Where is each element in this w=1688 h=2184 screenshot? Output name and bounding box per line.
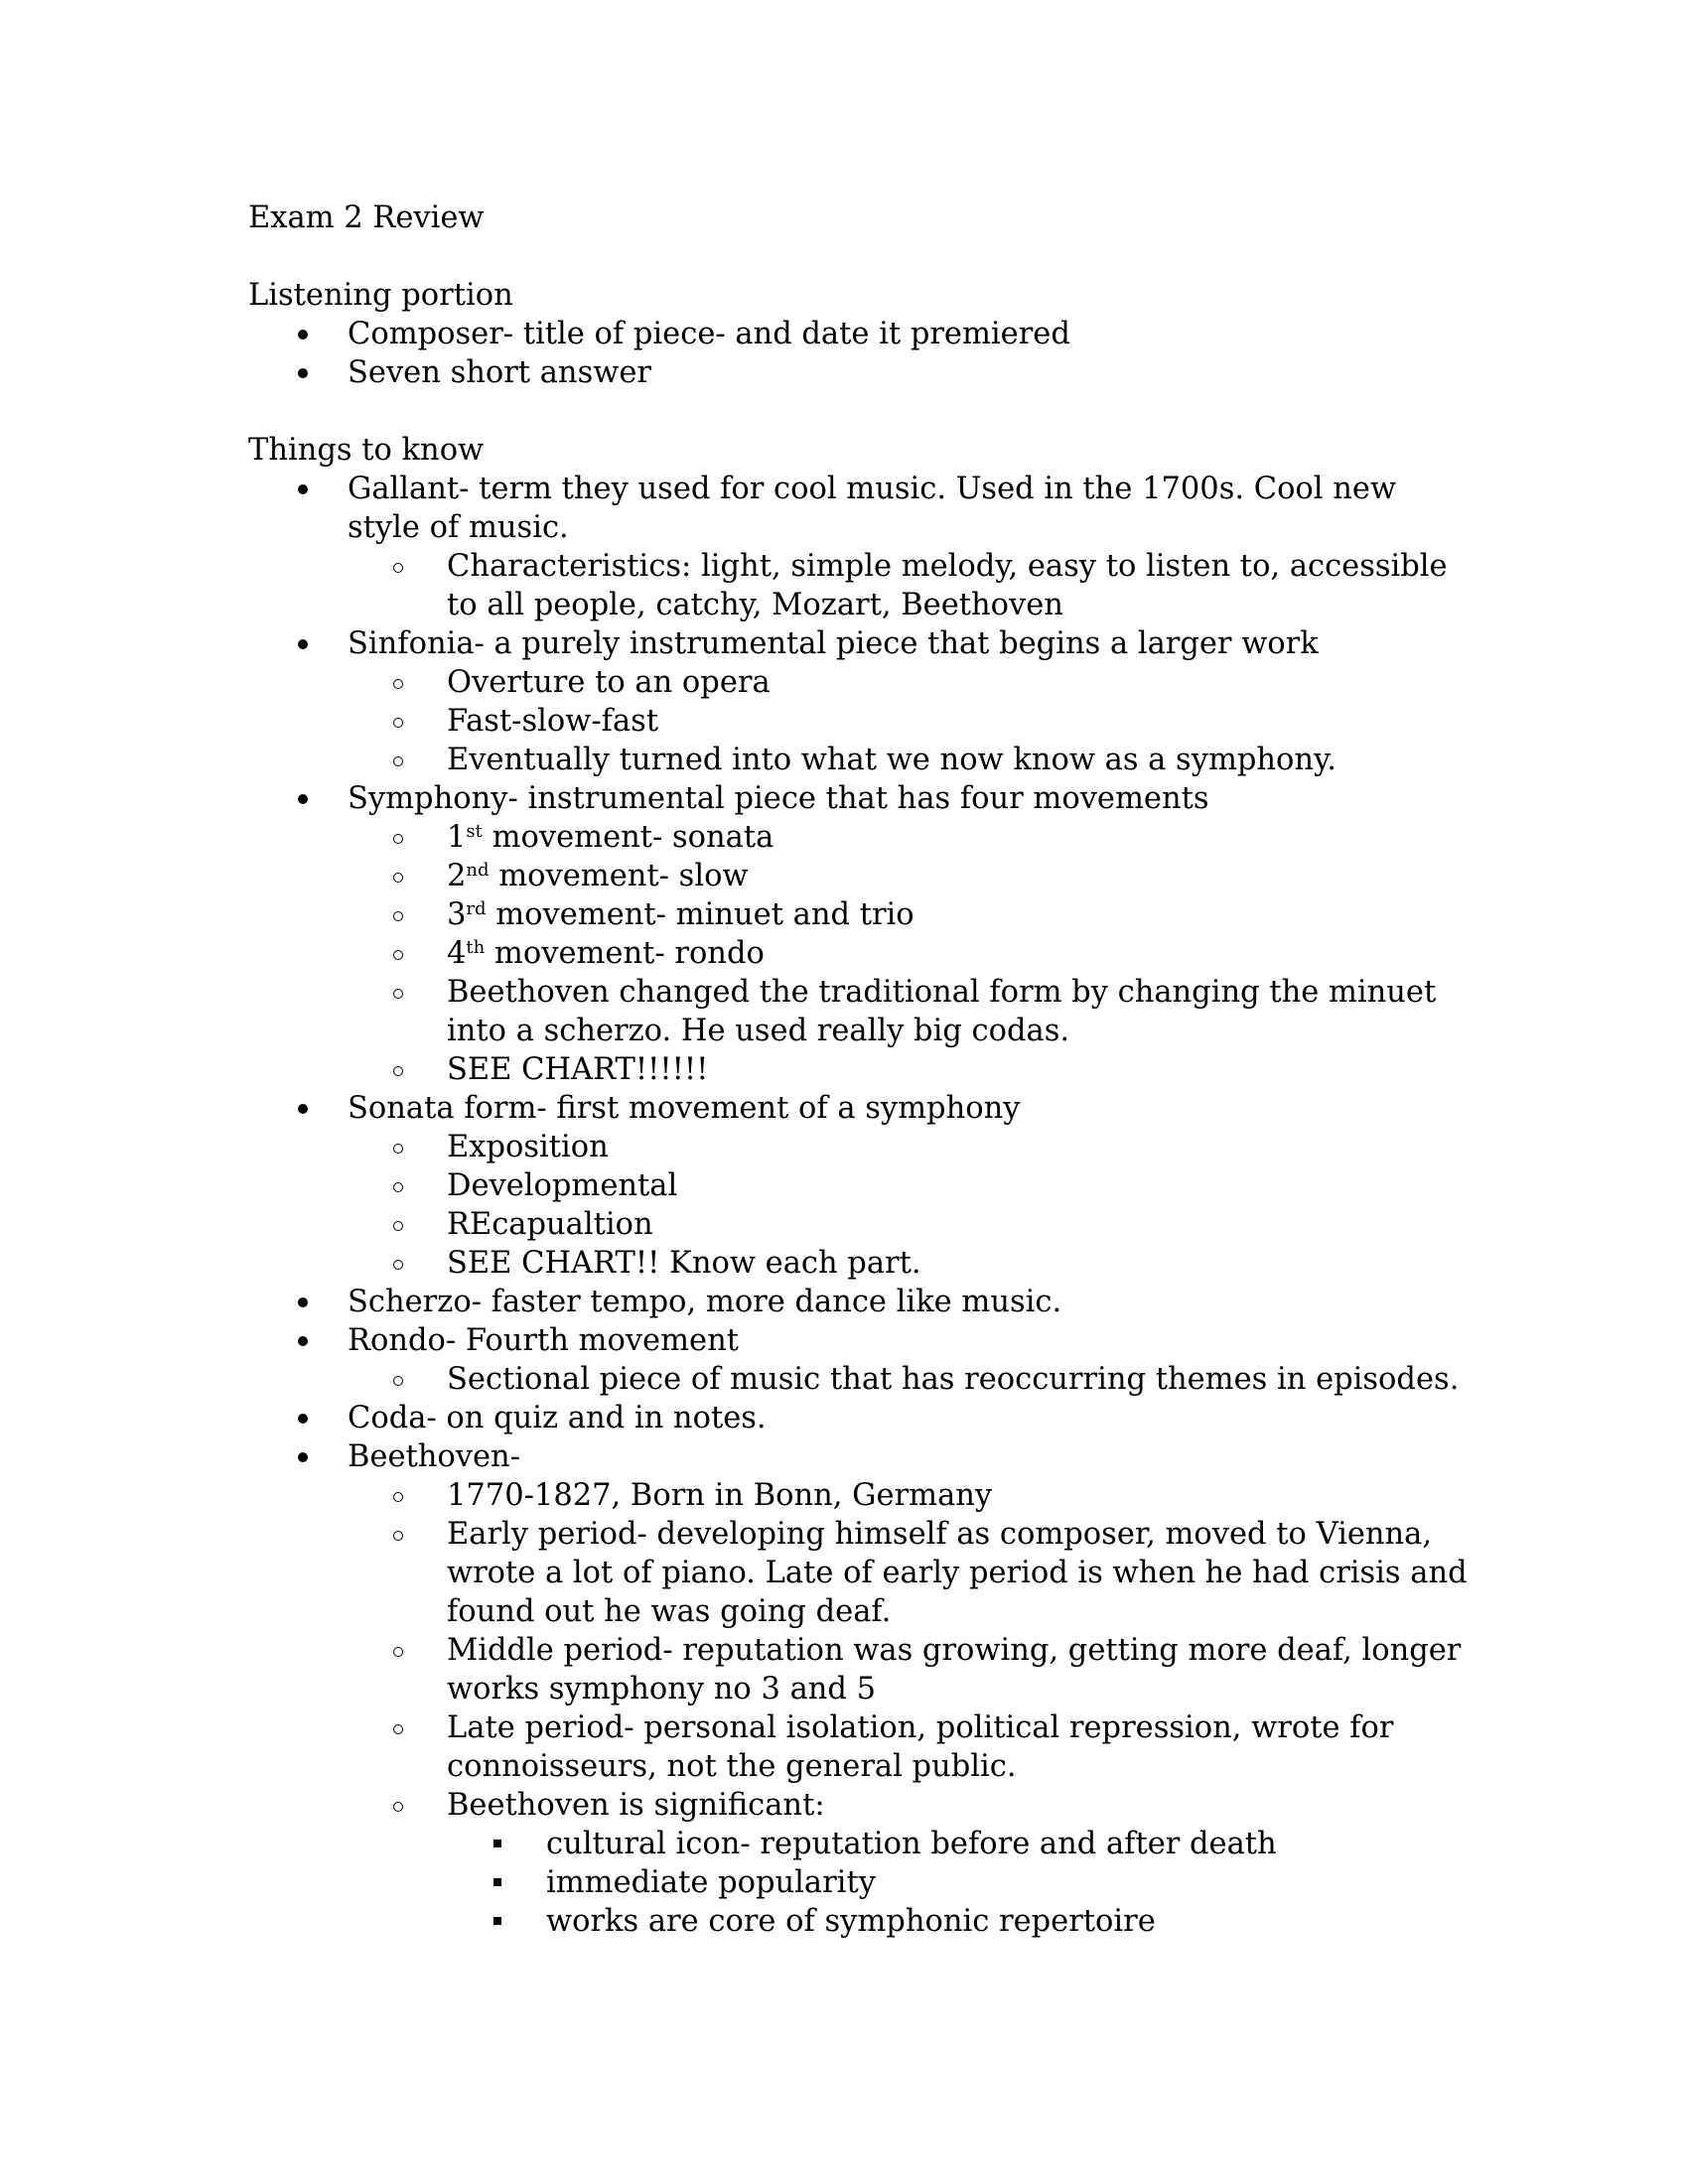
list-item-coda: Coda- on quiz and in notes. xyxy=(248,1399,1470,1437)
list-item: SEE CHART!! Know each part. xyxy=(348,1244,1470,1283)
bullet-icon xyxy=(298,315,328,353)
list-item: REcapualtion xyxy=(348,1205,1470,1244)
circle-bullet-icon xyxy=(397,1515,427,1554)
things-heading: Things to know xyxy=(248,433,485,468)
circle-bullet-icon xyxy=(397,1166,427,1205)
list-item: Eventually turned into what we now know as a symphony. xyxy=(348,741,1470,779)
significance-sublist xyxy=(447,1825,1470,1941)
list-item-scherzo: Scherzo- faster tempo, more dance like music. xyxy=(248,1283,1470,1321)
bullet-icon xyxy=(298,624,328,663)
list-item: cultural icon- reputation before and after death xyxy=(447,1825,1470,1863)
gallant-sublist xyxy=(248,547,1470,624)
bullet-icon xyxy=(298,1437,328,1476)
beethoven-sublist xyxy=(348,1476,1470,1941)
list-item: Beethoven is significant: cultural icon- reputation before and after death immediate popularity works are core of symphonic repertoire xyxy=(348,1786,1470,1941)
list-item-movement: 1st movement- sonata xyxy=(348,818,1470,857)
circle-bullet-icon xyxy=(397,1244,427,1283)
circle-bullet-icon xyxy=(397,547,427,586)
sinfonia-sublist xyxy=(348,663,1470,779)
square-bullet-icon xyxy=(496,1825,526,1863)
square-bullet-icon xyxy=(496,1863,526,1902)
list-item: Characteristics: light, simple melody, easy to listen to, accessible to all people, catchy, Mozart, Beethoven xyxy=(348,547,1470,624)
circle-bullet-icon xyxy=(397,895,427,934)
bullet-icon xyxy=(298,779,328,818)
circle-bullet-icon xyxy=(397,1476,427,1515)
square-bullet-icon xyxy=(496,1902,526,1941)
list-item-movement: 4th movement- rondo xyxy=(348,934,1470,973)
list-item: Sectional piece of music that has reoccurring themes in episodes. xyxy=(348,1360,1470,1399)
document-page xyxy=(248,199,1470,1941)
list-item-beethoven: Beethoven- 1770-1827, Born in Bonn, Germany Early period- developing himself as composer, moved to Vienna, wrote a lot of piano. Late of early period is when he had crisis and found out he was going deaf. Middle period- reputation was growing, getting more deaf, longer works symphony no 3 and 5 Late period- personal isolation, political repression, wrote for connoisseurs, not the general public. Beethoven is significant: cultural icon- reputation before and after death immediate popularity works are core of symphonic repertoire xyxy=(248,1437,1470,1941)
circle-bullet-icon xyxy=(397,1631,427,1670)
list-item: Beethoven changed the traditional form by changing the minuet into a scherzo. He used really big codas. xyxy=(348,973,1470,1050)
circle-bullet-icon xyxy=(397,973,427,1012)
list-item-movement: 2nd movement- slow xyxy=(348,857,1470,895)
circle-bullet-icon xyxy=(397,1050,427,1089)
listening-list xyxy=(248,315,1470,392)
sonata-sublist xyxy=(348,1128,1470,1283)
list-item-sinfonia: Sinfonia- a purely instrumental piece that begins a larger work Overture to an opera Fast-slow-fast Eventually turned into what we now know as a symphony. xyxy=(248,624,1470,779)
list-item: Fast-slow-fast xyxy=(348,702,1470,741)
rondo-sublist xyxy=(348,1360,1470,1399)
symphony-sublist xyxy=(348,818,1470,1089)
list-item: Overture to an opera xyxy=(348,663,1470,702)
list-item-sonata: Sonata form- first movement of a symphony Exposition Developmental REcapualtion SEE CHART!! Know each part. xyxy=(248,1089,1470,1283)
list-item-gallant: Gallant- term they used for cool music. Used in the 1700s. Cool new style of music. Characteristics: light, simple melody, easy to listen to, accessible to all people, catchy, Mozart, Beethoven xyxy=(248,470,1470,624)
circle-bullet-icon xyxy=(397,702,427,741)
list-item: Late period- personal isolation, political repression, wrote for connoisseurs, not the general public. xyxy=(348,1708,1470,1786)
listening-heading: Listening portion xyxy=(248,278,513,313)
list-item: Exposition xyxy=(348,1128,1470,1166)
things-list xyxy=(248,470,1470,1941)
bullet-icon xyxy=(298,470,328,508)
list-item: Seven short answer xyxy=(248,353,1470,392)
circle-bullet-icon xyxy=(397,934,427,973)
circle-bullet-icon xyxy=(397,741,427,779)
circle-bullet-icon xyxy=(397,1708,427,1747)
bullet-icon xyxy=(298,353,328,392)
list-item-rondo: Rondo- Fourth movement Sectional piece of music that has reoccurring themes in episodes. xyxy=(248,1321,1470,1399)
list-item-movement: 3rd movement- minuet and trio xyxy=(348,895,1470,934)
circle-bullet-icon xyxy=(397,1360,427,1399)
list-item: immediate popularity xyxy=(447,1863,1470,1902)
list-item: 1770-1827, Born in Bonn, Germany xyxy=(348,1476,1470,1515)
list-item: SEE CHART!!!!!! xyxy=(348,1050,1470,1089)
list-item-symphony: Symphony- instrumental piece that has four movements 1st movement- sonata 2nd movement- slow 3rd movement- minuet and trio 4th movement- rondo Beethoven changed the traditional form by changing the minuet into a scherzo. He used really big codas. SEE CHART!!!!!! xyxy=(248,779,1470,1089)
bullet-icon xyxy=(298,1399,328,1437)
circle-bullet-icon xyxy=(397,1205,427,1244)
list-item: Composer- title of piece- and date it premiered xyxy=(248,315,1470,353)
circle-bullet-icon xyxy=(397,818,427,857)
circle-bullet-icon xyxy=(397,663,427,702)
list-item: Early period- developing himself as composer, moved to Vienna, wrote a lot of piano. Late of early period is when he had crisis and found out he was going deaf. xyxy=(348,1515,1470,1631)
document-title: Exam 2 Review xyxy=(248,201,485,235)
circle-bullet-icon xyxy=(397,857,427,895)
bullet-icon xyxy=(298,1089,328,1128)
circle-bullet-icon xyxy=(397,1128,427,1166)
bullet-icon xyxy=(298,1321,328,1360)
list-item: works are core of symphonic repertoire xyxy=(447,1902,1470,1941)
list-item: Middle period- reputation was growing, getting more deaf, longer works symphony no 3 and 5 xyxy=(348,1631,1470,1708)
circle-bullet-icon xyxy=(397,1786,427,1825)
list-item: Developmental xyxy=(348,1166,1470,1205)
bullet-icon xyxy=(298,1283,328,1321)
